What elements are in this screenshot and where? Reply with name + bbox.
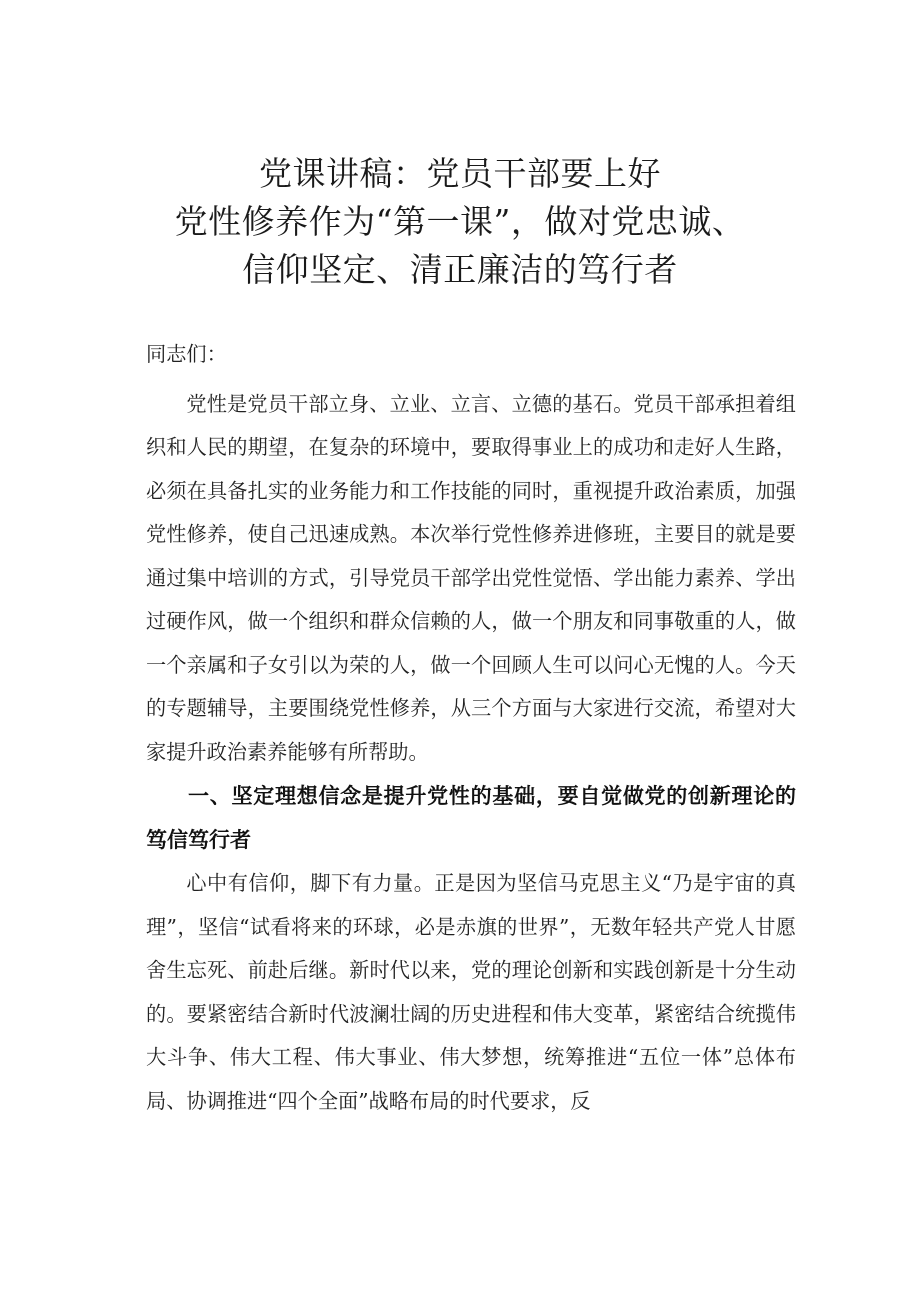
section-paragraph: 心中有信仰，脚下有力量。正是因为坚信马克思主义“乃是宇宙的真理”，坚信“试看将来的环球，必是赤旗的世界”，无数年轻共产党人甘愿舍生忘死、前赴后继。新时代以来，党的理论创新和实践创新是十分生动的。要紧密结合新时代波澜壮阔的历史进程和伟大变革，紧密结合统揽伟大斗争、伟大工程、伟大事业、伟大梦想，统筹推进“五位一体”总体布局、协调推进“四个全面”战略布局的时代要求，反 bbox=[146, 871, 796, 1113]
intro-paragraph: 党性是党员干部立身、立业、立言、立德的基石。党员干部承担着组织和人民的期望，在复杂的环境中，要取得事业上的成功和走好人生路，必须在具备扎实的业务能力和工作技能的同时，重视提升政治素质，加强党性修养，使自己迅速成熟。本次举行党性修养进修班，主要目的就是要通过集中培训的方式，引导党员干部学出党性觉悟、学出能力素养、学出过硬作风，做一个组织和群众信赖的人，做一个朋友和同事敬重的人，做一个亲属和子女引以为荣的人，做一个回顾人生可以问心无愧的人。今天的专题辅导，主要围绕党性修养，从三个方面与大家进行交流，希望对大家提升政治素养能够有所帮助。 bbox=[146, 391, 796, 764]
document-title bbox=[120, 150, 800, 294]
title-line-2: 党性修养作为“第一课”，做对党忠诚、 bbox=[174, 202, 746, 241]
title-line-1: 党课讲稿：党员干部要上好 bbox=[259, 154, 661, 193]
document-body bbox=[146, 333, 796, 1123]
salutation: 同志们： bbox=[146, 342, 227, 366]
title-line-3: 信仰坚定、清正廉洁的笃行者 bbox=[242, 250, 678, 289]
section-heading: 一、坚定理想信念是提升党性的基础，要自觉做党的创新理论的笃信笃行者 bbox=[146, 784, 796, 852]
